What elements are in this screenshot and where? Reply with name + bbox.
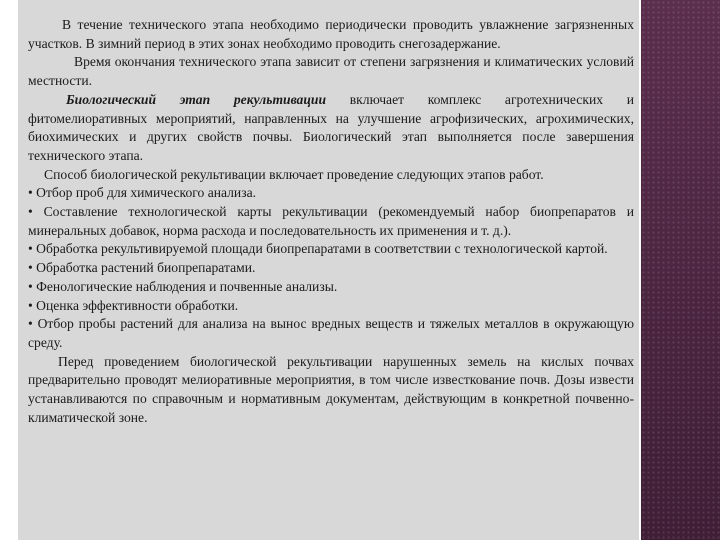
list-item: • Отбор проб для химического анализа. bbox=[28, 185, 257, 201]
biological-stage-term: Биологический этап рекультивации bbox=[66, 91, 327, 107]
list-item: • Обработка рекультивируемой площади биопрепаратами в соответствии с технологической картой. bbox=[28, 241, 608, 257]
list-item: • Обработка растений биопрепаратами. bbox=[28, 260, 256, 276]
body-text bbox=[28, 16, 634, 427]
list-item: • Оценка эффективности обработки. bbox=[28, 297, 239, 313]
paragraph-stage-end: Время окончания технического этапа зависит от степени загрязнения и климатических условий местности. bbox=[28, 54, 634, 89]
content-panel bbox=[18, 0, 640, 540]
list-item: • Фенологические наблюдения и почвенные анализы. bbox=[28, 278, 338, 294]
list-item: • Отбор пробы растений для анализа на вынос вредных веществ и тяжелых металлов в окружающую среду. bbox=[28, 316, 634, 350]
decorative-sidebar bbox=[641, 0, 720, 540]
paragraph-watering: В течение технического этапа необходимо периодически проводить увлажнение загрязненных участков. В зимний период в этих зонах необходимо проводить снегозадержание. bbox=[28, 17, 634, 51]
paragraph-liming: Перед проведением биологической рекультивации нарушенных земель на кислых почвах предварительно проводят мелиоративные мероприятия, в том числе известкование почв. Дозы извести устанавливаются по справочным и нормативным документам, действующим в конкретной почвенно-климатической зоне. bbox=[28, 353, 634, 425]
paragraph-biological-stage bbox=[28, 91, 634, 166]
sidebar-texture bbox=[641, 0, 720, 540]
paragraph-method: Способ биологической рекультивации включает проведение следующих этапов работ. bbox=[44, 166, 544, 182]
list-item: • Составление технологической карты рекультивации (рекомендуемый набор биопрепаратов и минеральных добавок, норма расхода и последовательность их применения и т. д.). bbox=[28, 204, 634, 238]
biological-stage-text: включает комплекс агротехнических и фитомелиоративных мероприятий, направленных на улучшение агрофизических, агрохимических, биохимических и других свойств почвы. Биологический этап выполняется после завершения технического этапа. bbox=[28, 91, 635, 163]
